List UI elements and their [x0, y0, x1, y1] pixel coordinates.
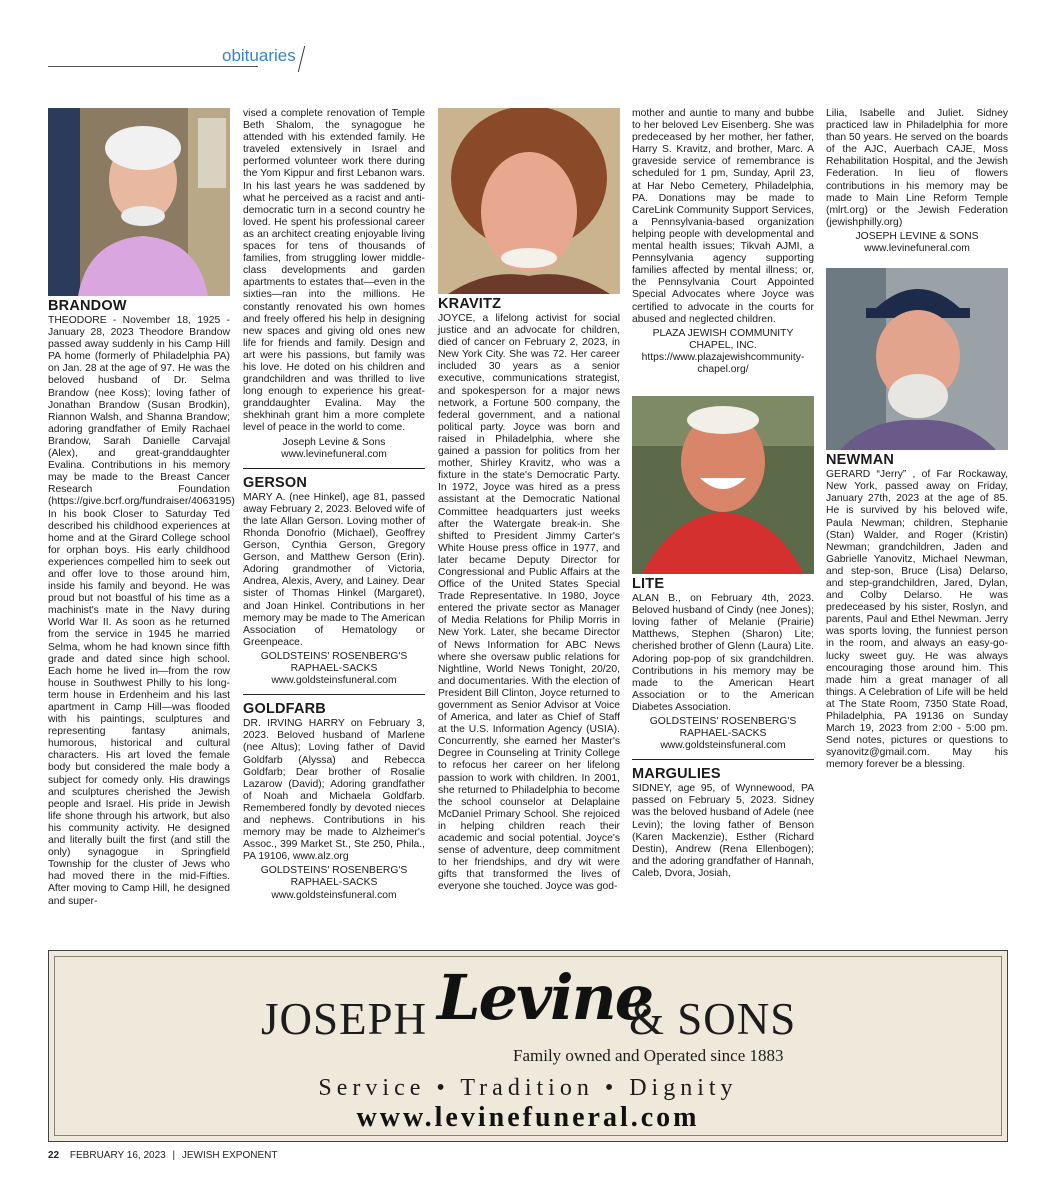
divider — [243, 468, 425, 469]
kravitz-funeral-url-2: chapel.org/ — [697, 363, 749, 375]
margulies-text-continued: Lilia, Isabelle and Juliet. Sidney practiced law in Philadelphia for more than 50 years. He served on the boards of the AJC, Auerbach CAJE, Moss Rehabilitation Hospital, and the Jewish Federation. In lieu of flowers contributions in his memory may be made to Main Line Reform Temple (mlrt.org) or the Jewish Federation (jewishphilly.org) — [826, 108, 1008, 228]
levine-funeral-ad — [48, 950, 1008, 1142]
page-footer — [48, 1150, 277, 1161]
kravitz-text-continued: mother and auntie to many and bubbe to her beloved Lev Eisenberg. She was predeceased by her mother, her father, Harry S. Kravitz, and brother, Marc. A graveside service of remembrance is scheduled for 1 pm, Sunday, April 23, at Har Nebo Cemetery, Philadelphia, PA. Donations may be made to CareLink Community Support Services, a Pennsylvania-based organization helping people with developmental and mental health issues; Tikvah AJMI, a Pennsylvania agency supporting families affected by mental illness; or, the Pennsylvania Court Appointed Special Advocates where Joyce was certified to advocate in the courts for abused and neglected children. — [632, 108, 814, 325]
column-4 — [632, 108, 814, 880]
page-number: 22 — [48, 1150, 60, 1161]
gerson-text: MARY A. (nee Hinkel), age 81, passed away February 2, 2023. Beloved wife of the late Allan Gerson. Loving mother of Rhonda Donofrio (Michael), Geoffrey Gerson, Cynthia Gerson, Gregory Gerson, and Matthew Gerson (Erin). Adoring grandmother of Victoria, Andrea, Alexis, Avery, and Lainey. Dear sister of Thomas Hinkel (Margaret), and Joan Hinkel. Contributions in her memory may be made to The American Association of Hematology or Greenpeace. — [243, 491, 425, 648]
issue-date: FEBRUARY 16, 2023 — [69, 1150, 166, 1161]
lite-funeral-home-2: RAPHAEL-SACKS — [679, 728, 767, 740]
goldfarb-funeral-url: www.goldsteinsfuneral.com — [271, 889, 397, 901]
goldfarb-funeral-home-1: GOLDSTEINS' ROSENBERG'S — [260, 865, 408, 877]
ad-sons-text: & SONS — [629, 994, 797, 1044]
lite-funeral-url: www.goldsteinsfuneral.com — [660, 740, 786, 752]
section-slash — [298, 46, 305, 72]
brandow-funeral-url: www.levinefuneral.com — [281, 448, 387, 460]
gerson-name: GERSON — [243, 474, 308, 491]
brandow-text: THEODORE - November 18, 1925 - January 28, 2023 Theodore Brandow passed away suddenly in his Camp Hill PA home (formerly of Philadelphia PA) on Jan. 28 at the age of 97. He was the beloved husband of Dr. Selma Brandow (nee Koss); loving father of Jonathan Brandow (Susan Brodkin), Riannon Walsh, and Shanna Brandow; adoring grandfather of Emily Rachael Brandow, Sarah Danielle Carvajal (Alex), and great-granddaughter Evalina. Contributions in his memory may be made to the Breast Cancer Research Foundation (https://give.bcrf.org/fundraiser/4063195) In his book Closer to Saturday Ted described his childhood experiences at home and at the Girard College school for orphan boys. His early childhood experiences compelled him to seek out and offer love to those around him, inside his family and beyond. He was proud but not boastful of his time as a machinist's mate in the Navy during World War II. As soon as he returned from the service in 1945 he married Selma, whom he had known since fifth grade and dated since high school. Each home he lived in—from the row house in Southwest Philly to his long-term house in Erdenheim and his last apartment in Camp Hill—was flooded with his paintings, sculptures and representing fantasy animals, humorous, historical and cultural characters. His art loved the female body but considered the male body a subject for comedy only. His drawings and sculptures cherished the Jewish people and Israel. His pride in Jewish life shone through his artwork, but also his community activity. He designed and literally built the first (and still the only) synagogue in Springfield Township for the cluster of Jews who had moved there in the mid-Fifties. After moving to Camp Hill, he designed and super- — [48, 315, 235, 907]
ad-levine-script: Levine — [437, 961, 653, 1034]
section-rule — [48, 66, 258, 67]
divider — [632, 759, 814, 760]
kravitz-funeral-home-1: PLAZA JEWISH COMMUNITY — [652, 327, 794, 339]
column-5 — [826, 108, 1008, 771]
margulies-funeral-url: www.levinefuneral.com — [864, 243, 970, 255]
lite-funeral-home-1: GOLDSTEINS' ROSENBERG'S — [649, 716, 797, 727]
brandow-name: BRANDOW — [48, 298, 127, 314]
brandow-text-continued: vised a complete renovation of Temple Beth Shalom, the synagogue he attended with his extended family. He traveled extensively in Israel and performed volunteer work there during the Yom Kippur and first Lebanon wars. In his last years he was saddened by what he perceived as a racist and anti-democratic turn in a second country he loved. He spent his professional career as an architect creating enjoyable living spaces for tens of thousands of families, from struggling lower middle-class developments and garden apartments to estates that—even in the sixties—ran into the millions. He constantly renovated his own homes and freely offered his help in designing new spaces and giving old ones new life for friends and family. Design and art were his passions, but family was his love. He doted on his children and grandchildren and was thrilled to live long enough to experience his great-granddaughter Evalina. May the shekhinah grant him a more complete level of peace in the world to come. — [243, 108, 425, 434]
ad-joseph-text: JOSEPH — [261, 994, 428, 1044]
margulies-name: MARGULIES — [632, 766, 721, 783]
newman-photo — [826, 268, 1008, 450]
publication-name: JEWISH EXPONENT — [181, 1150, 278, 1161]
kravitz-funeral-url-1: https://www.plazajewishcommunity- — [641, 351, 805, 363]
lite-portrait-image — [632, 396, 814, 574]
brandow-portrait-image — [48, 108, 230, 296]
newman-text: GERARD “Jerry” , of Far Rockaway, New York, passed away on Friday, January 27th, 2023 at the age of 85. He is survived by his beloved wife, Paula Newman; children, Stephanie (Stan) Walder, and Roger (Kristin) Newman; grandchildren, Jaden and Gabrielle Yanovitz, Michael Newman, and step-son, Bruce (Lisa) Delarso, and step-grandchildren, Jared, Dylan, and Colby Delarso. He was predeceased by his sister, Roslyn, and parents, Paul and Ethel Newman. Jerry was sports loving, the funniest person in the room, and always an easy-go-lucky sweet guy. He was always encouraging those around him. This made him a great manager of all things. A Celebration of Life will be held at The State Room, 7350 State Road, Philadelphia, PA 19136 on Sunday March 19, 2023 from 2:00 - 5:00 pm. Send notes, pictures or questions to syanovitz@gmail.com. May his memory forever be a blessing. — [826, 469, 1008, 771]
brandow-photo — [48, 108, 230, 296]
lite-text: ALAN B., on February 4th, 2023. Beloved husband of Cindy (nee Jones); loving father of Melanie (Prairie) Matthews, Stephen (Sharon) Lite; cherished brother of Glenn (Laura) Lite. Adoring pop-pop of six grandchildren. Contributions in his memory may be made to the American Heart Association or to the American Diabetes Association. — [632, 593, 814, 713]
kravitz-photo — [438, 108, 620, 294]
margulies-text: SIDNEY, age 95, of Wynnewood, PA passed on February 5, 2023. Sidney was the beloved husband of Adele (nee Levin); the loving father of Benson (Karen Mackenzie), Esther (Richard Destin), Andrew (Rena Ellenbogen); and the adoring grandfather of Hannah, Caleb, Dvora, Josiah, — [632, 783, 814, 879]
column-2 — [243, 108, 425, 902]
newman-name: NEWMAN — [826, 452, 895, 469]
divider — [243, 694, 425, 695]
goldfarb-name: GOLDFARB — [243, 701, 326, 718]
brandow-funeral-home: Joseph Levine & Sons — [282, 436, 386, 448]
ad-tagline: Family owned and Operated since 1883 — [513, 1046, 784, 1065]
kravitz-text: JOYCE, a lifelong activist for social justice and an advocate for children, died of cancer on February 2, 2023, in New York City. She was 72. Her career included 30 years as a senior executive, communications strategist, and spokesperson for a major news network, a Fortune 500 company, the federal government, and a national political party. Joyce was born and raised in Philadelphia, where she gained a passion for politics from her mother, Shirley Kravitz, who was a fixture in the state's Democratic Party. In 1972, Joyce was hired as a press assistant at the Democratic National Committee headquarters just weeks after the Watergate break-in. She shifted to President Jimmy Carter's White House press office in 1977, and later became Deputy Director for Congressional and Public Affairs at the Office of the United States Special Trade Representative. In 1980, Joyce entered the private sector as Manager of Media Relations for Philip Morris in New York. Later, she became Director of News Information for ABC News where she oversaw public relations for Nightline, World News Tonight, 20/20, and documentaries. With the election of President Bill Clinton, Joyce returned to government as Senior Advisor at Voice of America, and later as Chief of Staff at the U.S. Information Agency (USIA). Concurrently, she earned her Master's Degree in Counseling at Trinity College to refocus her career on her lifelong passion to work with children. In 2001, she returned to Philadelphia to become the school counselor at Delaplaine McDaniel Primary School. She rejoiced in helping children reach their academic and social potential. Joyce's sense of adventure, deep commitment to her friendships, and dry wit were gifts that transformed the lives of everyone she touched. Joyce was god- — [438, 313, 620, 893]
ad-url: www.levinefuneral.com — [356, 1102, 700, 1133]
margulies-funeral-home: JOSEPH LEVINE & SONS — [855, 230, 979, 242]
column-1 — [48, 108, 235, 908]
column-3 — [438, 108, 620, 894]
goldfarb-text: DR. IRVING HARRY on February 3, 2023. Beloved husband of Marlene (nee Altus); Loving father of David Goldfarb (Alyssa) and Rebecca Goldfarb; Dear brother of Rosalie Lazarow (David); Adoring grandfather of Noah and Michaela Goldfarb. Remembered fondly by devoted nieces and nephews. Contributions in his memory may be made to Alzheimer's Assoc., 399 Market St., Ste 250, Phila., PA 19106, www.alz.org — [243, 718, 425, 863]
ad-values: Service • Tradition • Dignity — [318, 1075, 738, 1101]
gerson-funeral-home-1: GOLDSTEINS' ROSENBERG'S — [260, 650, 408, 662]
lite-photo — [632, 396, 814, 574]
newman-portrait-image — [826, 268, 1008, 450]
section-header — [48, 44, 1008, 74]
gerson-funeral-home-2: RAPHAEL-SACKS — [290, 663, 378, 675]
kravitz-name: KRAVITZ — [438, 296, 502, 312]
goldfarb-funeral-home-2: RAPHAEL-SACKS — [290, 877, 378, 889]
kravitz-funeral-home-2: CHAPEL, INC. — [689, 339, 757, 351]
gerson-funeral-url: www.goldsteinsfuneral.com — [271, 675, 397, 687]
footer-separator: | — [172, 1150, 176, 1161]
kravitz-portrait-image — [438, 108, 620, 294]
lite-name: LITE — [632, 576, 665, 593]
section-label: obituaries — [222, 46, 296, 65]
